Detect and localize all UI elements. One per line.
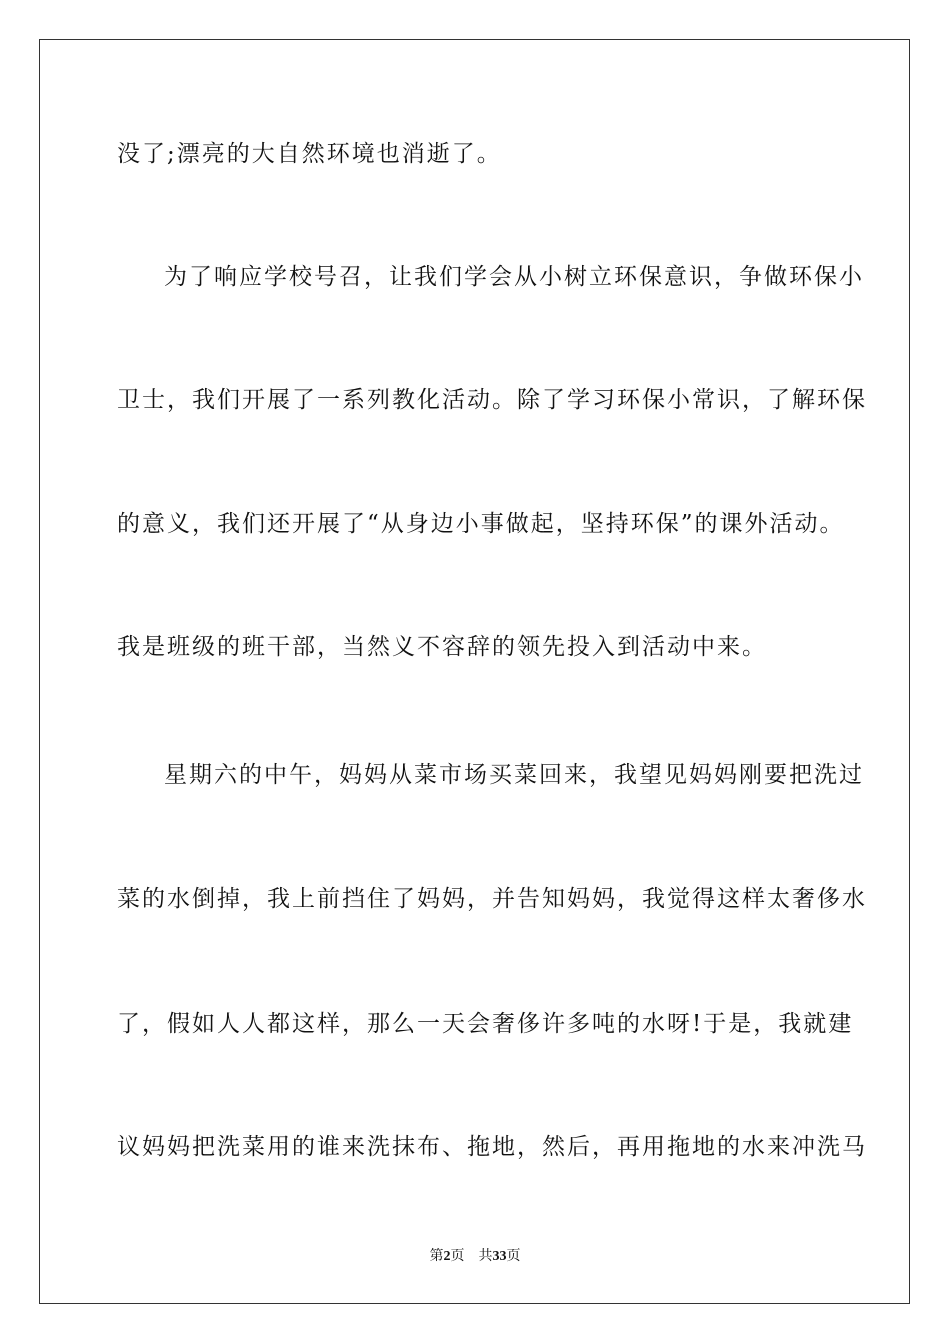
text-line-4: 的意义，我们还开展了“从身边小事做起，坚持环保”的课外活动。	[117, 511, 845, 537]
text-line-1: 没了;漂亮的大自然环境也消逝了。	[117, 141, 502, 167]
text-line-9: 议妈妈把洗菜用的谁来洗抹布、拖地，然后，再用拖地的水来冲洗马	[117, 1134, 867, 1160]
text-line-7: 菜的水倒掉，我上前挡住了妈妈，并告知妈妈，我觉得这样太奢侈水	[117, 886, 867, 912]
total-pages: 33	[492, 1249, 507, 1264]
text-line-3: 卫士，我们开展了一系列教化活动。除了学习环保小常识，了解环保	[117, 387, 867, 413]
page-prefix: 第	[429, 1248, 444, 1264]
page-number: 2	[443, 1249, 451, 1264]
total-suffix: 页	[506, 1248, 521, 1264]
text-line-2: 为了响应学校号召，让我们学会从小树立环保意识，争做环保小	[164, 264, 864, 290]
text-line-5: 我是班级的班干部，当然义不容辞的领先投入到活动中来。	[117, 634, 767, 660]
text-line-6: 星期六的中午，妈妈从菜市场买菜回来，我望见妈妈刚要把洗过	[164, 762, 864, 788]
page-border	[39, 39, 910, 1304]
page-footer	[0, 1247, 950, 1266]
total-prefix: 共	[478, 1248, 493, 1264]
text-line-8: 了，假如人人都这样，那么一天会奢侈许多吨的水呀!于是，我就建	[117, 1011, 854, 1037]
page-suffix: 页	[450, 1248, 465, 1264]
